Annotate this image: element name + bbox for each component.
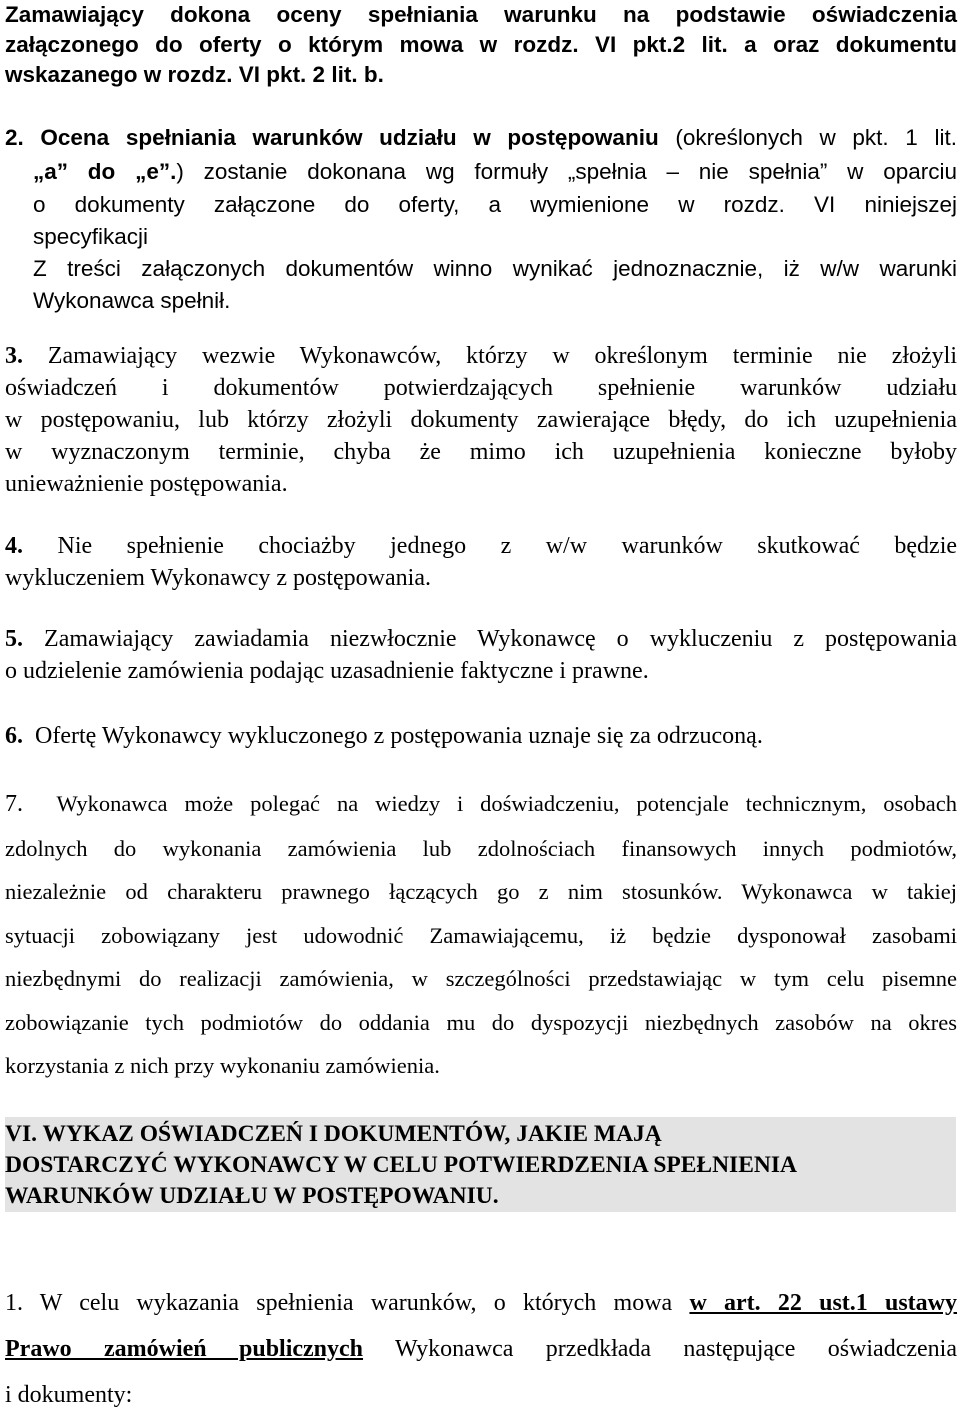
- p5-line-1: [5, 623, 957, 655]
- s1-line-3: i dokumenty:: [5, 1382, 133, 1408]
- paragraph-3: [5, 340, 957, 500]
- section-heading: [5, 1117, 956, 1212]
- p7-line-2: zdolnych do wykonania zamówienia lub zdolnościach finansowych innych podmiotów,: [5, 835, 957, 861]
- s1-line-1-text: 1. W celu wykazania spełnienia warunków, o których mowa: [5, 1290, 673, 1316]
- p2-line-5: Z treści załączonych dokumentów winno wynikać jednoznacznie, iż w/w warunki: [33, 256, 957, 281]
- p6-line-1-text: Ofertę Wykonawcy wykluczonego z postępowania uznaje się za odrzuconą.: [35, 723, 763, 749]
- paragraph-7: [5, 782, 957, 1088]
- intro-paragraph: [5, 0, 957, 90]
- p5-number: 5.: [5, 626, 23, 652]
- p5-line-2: o udzielenie zamówienia podając uzasadnienie faktyczne i prawne.: [5, 658, 649, 684]
- heading-line-3: WARUNKÓW UDZIAŁU W POSTĘPOWANIU.: [5, 1183, 499, 1209]
- p2-range: „a” do „e”.: [33, 159, 177, 184]
- paragraph-2: [5, 122, 957, 317]
- p4-line-2: wykluczeniem Wykonawcy z postępowania.: [5, 565, 431, 591]
- p3-line-1: [5, 340, 957, 372]
- paragraph-4: [5, 530, 957, 594]
- p4-number: 4.: [5, 533, 23, 559]
- law-name-link: Prawo zamówień publicznych: [5, 1336, 364, 1362]
- p7-line-1: [5, 782, 957, 827]
- p2-line-2-rest: ) zostanie dokonana wg formuły „spełnia – nie spełnia” w oparciu: [176, 159, 957, 184]
- s1-line-1: [5, 1280, 957, 1326]
- heading-line-2: DOSTARCZYĆ WYKONAWCY W CELU POTWIERDZENIA SPEŁNIENIA: [5, 1152, 797, 1178]
- p3-line-4: w wyznaczonym terminie, chyba że mimo ich uzupełnienia konieczne byłoby: [5, 439, 957, 465]
- p7-line-3: niezależnie od charakteru prawnego łączących go z nim stosunków. Wykonawca w takiej: [5, 879, 957, 904]
- p3-number: 3.: [5, 343, 23, 369]
- p6-number: 6.: [5, 723, 23, 749]
- intro-line-3: wskazanego w rozdz. VI pkt. 2 lit. b.: [5, 62, 384, 87]
- paragraph-5: [5, 623, 957, 687]
- p3-line-2: oświadczeń i dokumentów potwierdzających spełnienie warunków udziału: [5, 375, 957, 401]
- p3-line-3: w postępowaniu, lub którzy złożyli dokumenty zawierające błędy, do ich uzupełnienia: [5, 407, 957, 433]
- p2-number: 2.: [5, 125, 24, 150]
- p2-line-2: [5, 154, 957, 189]
- p2-line-1-rest: (określonych w pkt. 1 lit.: [675, 125, 957, 150]
- intro-line-1: Zamawiający dokona oceny spełniania warunku na podstawie oświadczenia: [5, 2, 957, 27]
- s1-line-2-text: Wykonawca przedkłada następujące oświadczenia: [394, 1336, 957, 1362]
- p4-line-1: [5, 530, 957, 562]
- p5-line-1-text: Zamawiający zawiadamia niezwłocznie Wykonawcę o wykluczeniu z postępowania: [44, 626, 957, 652]
- p2-line-6: Wykonawca spełnił.: [33, 288, 231, 313]
- p3-line-5: unieważnienie postępowania.: [5, 471, 288, 497]
- p2-bold-text: Ocena spełniania warunków udziału w postępowaniu: [40, 125, 659, 150]
- p2-line-3: o dokumenty załączone do oferty, a wymienione w rozdz. VI niniejszej: [33, 192, 957, 217]
- p7-line-7: korzystania z nich przy wykonaniu zamówienia.: [5, 1053, 440, 1078]
- p2-line-4: specyfikacji: [33, 224, 149, 249]
- heading-line-1: VI. WYKAZ OŚWIADCZEŃ I DOKUMENTÓW, JAKIE MAJĄ: [5, 1121, 662, 1147]
- p7-line-4: sytuacji zobowiązany jest udowodnić Zamawiającemu, iż będzie dysponował zasobami: [5, 922, 957, 948]
- p2-line-1: [5, 122, 957, 154]
- p3-line-1-text: Zamawiający wezwie Wykonawców, którzy w określonym terminie nie złożyli: [47, 343, 958, 369]
- paragraph-6: [5, 720, 957, 752]
- intro-line-2: załączonego do oferty o którym mowa w rozdz. VI pkt.2 lit. a oraz dokumentu: [5, 32, 957, 57]
- p7-line-5: niezbędnymi do realizacji zamówienia, w szczególności przedstawiając w tym celu pisemne: [5, 966, 957, 991]
- p7-line-6: zobowiązanie tych podmiotów do oddania mu do dyspozycji niezbędnych zasobów na okres: [5, 1009, 957, 1035]
- p4-line-1-text: Nie spełnienie chociażby jednego z w/w warunków skutkować będzie: [57, 533, 958, 559]
- p7-number: 7.: [5, 791, 23, 817]
- s1-line-2: [5, 1326, 957, 1372]
- section-item-1: [5, 1280, 957, 1418]
- law-reference-link: w art. 22 ust.1 ustawy: [689, 1290, 958, 1316]
- p7-line-1-text: Wykonawca może polegać na wiedzy i doświadczeniu, potencjale technicznym, osobach: [56, 791, 958, 816]
- p6-line-1: [5, 720, 957, 752]
